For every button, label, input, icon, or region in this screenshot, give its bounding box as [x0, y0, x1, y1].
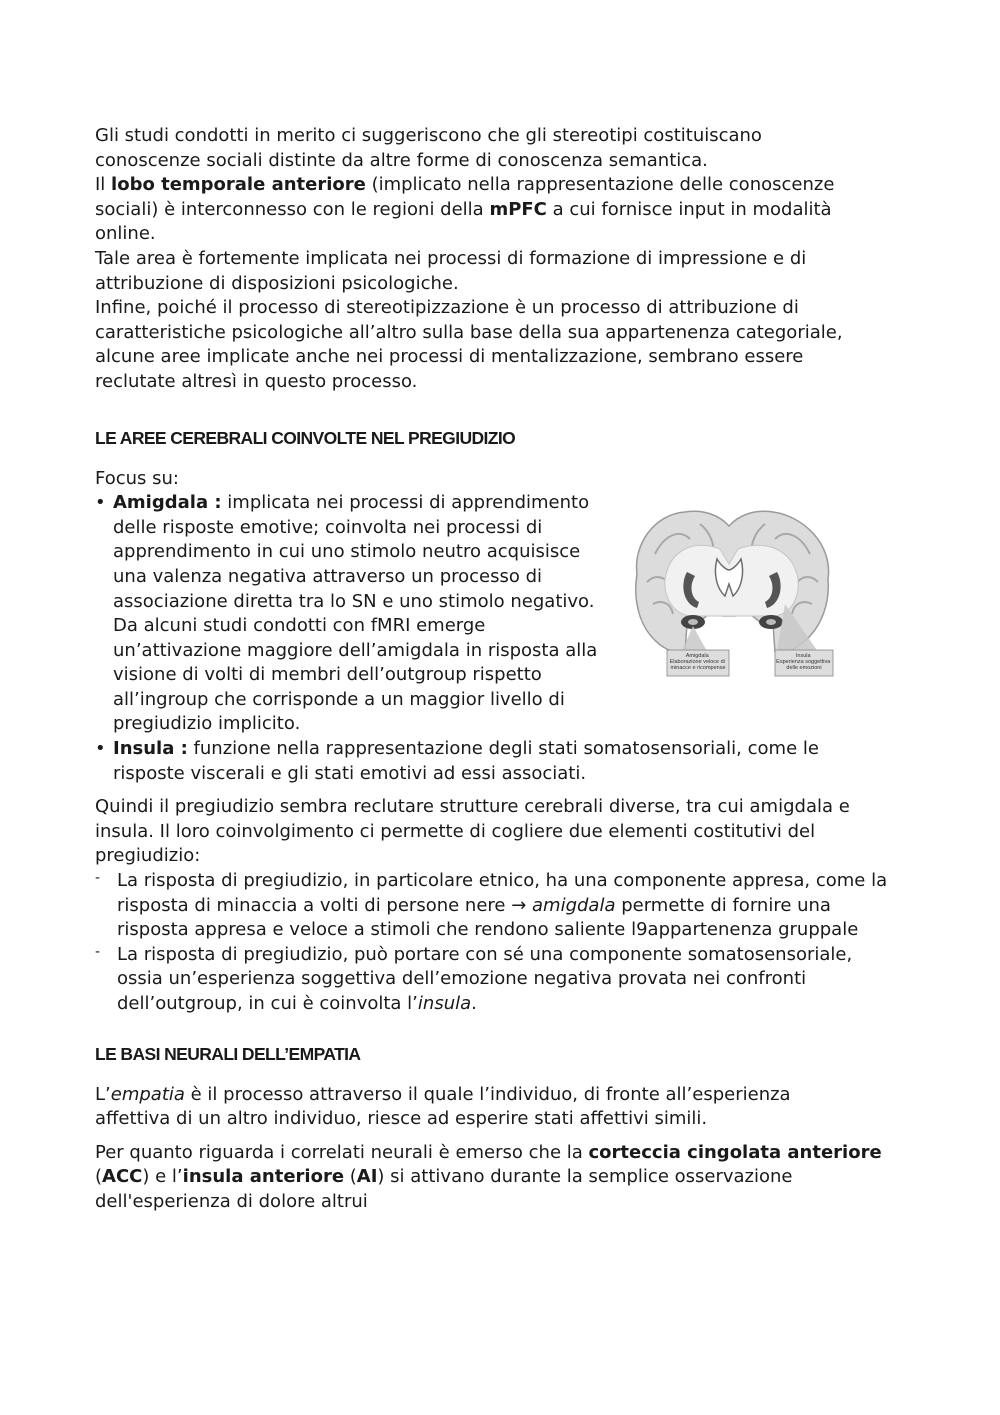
term-mpfc: mPFC [489, 198, 547, 220]
term-insula-anteriore: insula anteriore [182, 1166, 345, 1188]
document-page [95, 124, 895, 1215]
term-acc-full: corteccia cingolata anteriore [588, 1141, 882, 1163]
section-heading-pregiudizio: LE AREE CEREBRALI COINVOLTE NEL PREGIUDIZIO [95, 427, 516, 448]
figure-label-insula: Insula Esperienza soggettiva delle emozioni [776, 653, 831, 671]
bullet-dot: • [95, 492, 106, 514]
term-acc: ACC [102, 1166, 143, 1188]
bullet-insula: • Insula : funzione nella rappresentazione degli stati somatosensoriali, come le risposte viscerali e gli stati emotivi ad essi associati. [95, 738, 819, 784]
empatia-correlati-neurali: Per quanto riguarda i correlati neurali è emerso che la corteccia cingolata anteriore (ACC) e l’insula anteriore (AI) si attivano durante la semplice osservazione dell'esperienza di dolore altrui [95, 1141, 882, 1212]
dash-item-componente-appresa: - La risposta di pregiudizio, in particolare etnico, ha una componente appresa, come la risposta di minaccia a volti di persone nere → amigdala permette di fornire una risposta appresa e veloce a stimoli che rendono saliente l9appartenenza gruppale [95, 869, 895, 943]
brain-coronal-illustration [625, 504, 840, 679]
dash-item-componente-somatosensoriale: - La risposta di pregiudizio, può portare con sé una componente somatosensoriale, ossia un’esperienza soggettiva dell’emozione negativa provata nei confronti dell’outgroup, in cui è coinvolta l’insula. [95, 943, 877, 1017]
pregiudizio-summary-paragraph: Quindi il pregiudizio sembra reclutare strutture cerebrali diverse, tra cui amigdala e insula. Il loro coinvolgimento ci permette di cogliere due elementi costitutivi del pregiudizio: [95, 796, 850, 867]
intro-paragraph-1: Gli studi condotti in merito ci suggeriscono che gli stereotipi costituiscano conoscenze sociali distinte da altre forme di conoscenza semantica. [95, 125, 762, 171]
empatia-definition: L’empatia è il processo attraverso il quale l’individuo, di fronte all’esperienza affettiva di un altro individuo, riesce ad esperire stati affettivi simili. [95, 1083, 791, 1130]
focus-label: Focus su: [95, 467, 179, 489]
term-insula-italic: insula [417, 993, 472, 1014]
brain-figure [625, 504, 840, 679]
bullet-dot: • [95, 738, 106, 760]
dash-marker: - [95, 943, 101, 960]
term-amigdala-italic: amigdala [532, 894, 616, 916]
bullet-amigdala: • Amigdala : implicata nei processi di apprendimento delle risposte emotive; coinvolta nei processi di apprendimento in cui uno stimolo neutro acquisisce una valenza negativa attraverso un processo di associazione diretta tra lo SN e uno stimolo negativo. Da alcuni studi condotti con fMRI emerge un’attivazione maggiore dell’amigdala in risposta alla visione di volti di membri dell’outgroup rispetto all’ingroup che corrisponde a un maggior livello di pregiudizio implicito. [95, 492, 598, 735]
term-lobo-temporale: lobo temporale anteriore [111, 174, 366, 196]
intro-paragraph-2: Il lobo temporale anteriore (implicato nella rappresentazione delle conoscenze sociali) è interconnesso con le regioni della mPFC a cui fornisce input in modalità online. [95, 174, 835, 245]
section-heading-empatia: LE BASI NEURALI DELL’EMPATIA [95, 1043, 361, 1064]
intro-paragraph-4: Infine, poiché il processo di stereotipizzazione è un processo di attribuzione di caratteristiche psicologiche all’altro sulla base della sua appartenenza categoriale, alcune aree implicate anche nei processi di mentalizzazione, sembrano essere reclutate altresì in questo processo. [95, 297, 843, 392]
term-ai: AI [356, 1166, 378, 1188]
term-amigdala: Amigdala : [113, 492, 222, 514]
term-insula: Insula : [113, 738, 188, 760]
dash-marker: - [95, 870, 101, 887]
intro-paragraph-3: Tale area è fortemente implicata nei processi di formazione di impressione e di attribuzione di disposizioni psicologiche. [95, 247, 807, 294]
figure-label-amigdala: Amigdala Elaborazione veloce di minacce e ricompense [669, 653, 726, 671]
term-empatia: empatia [110, 1083, 185, 1105]
